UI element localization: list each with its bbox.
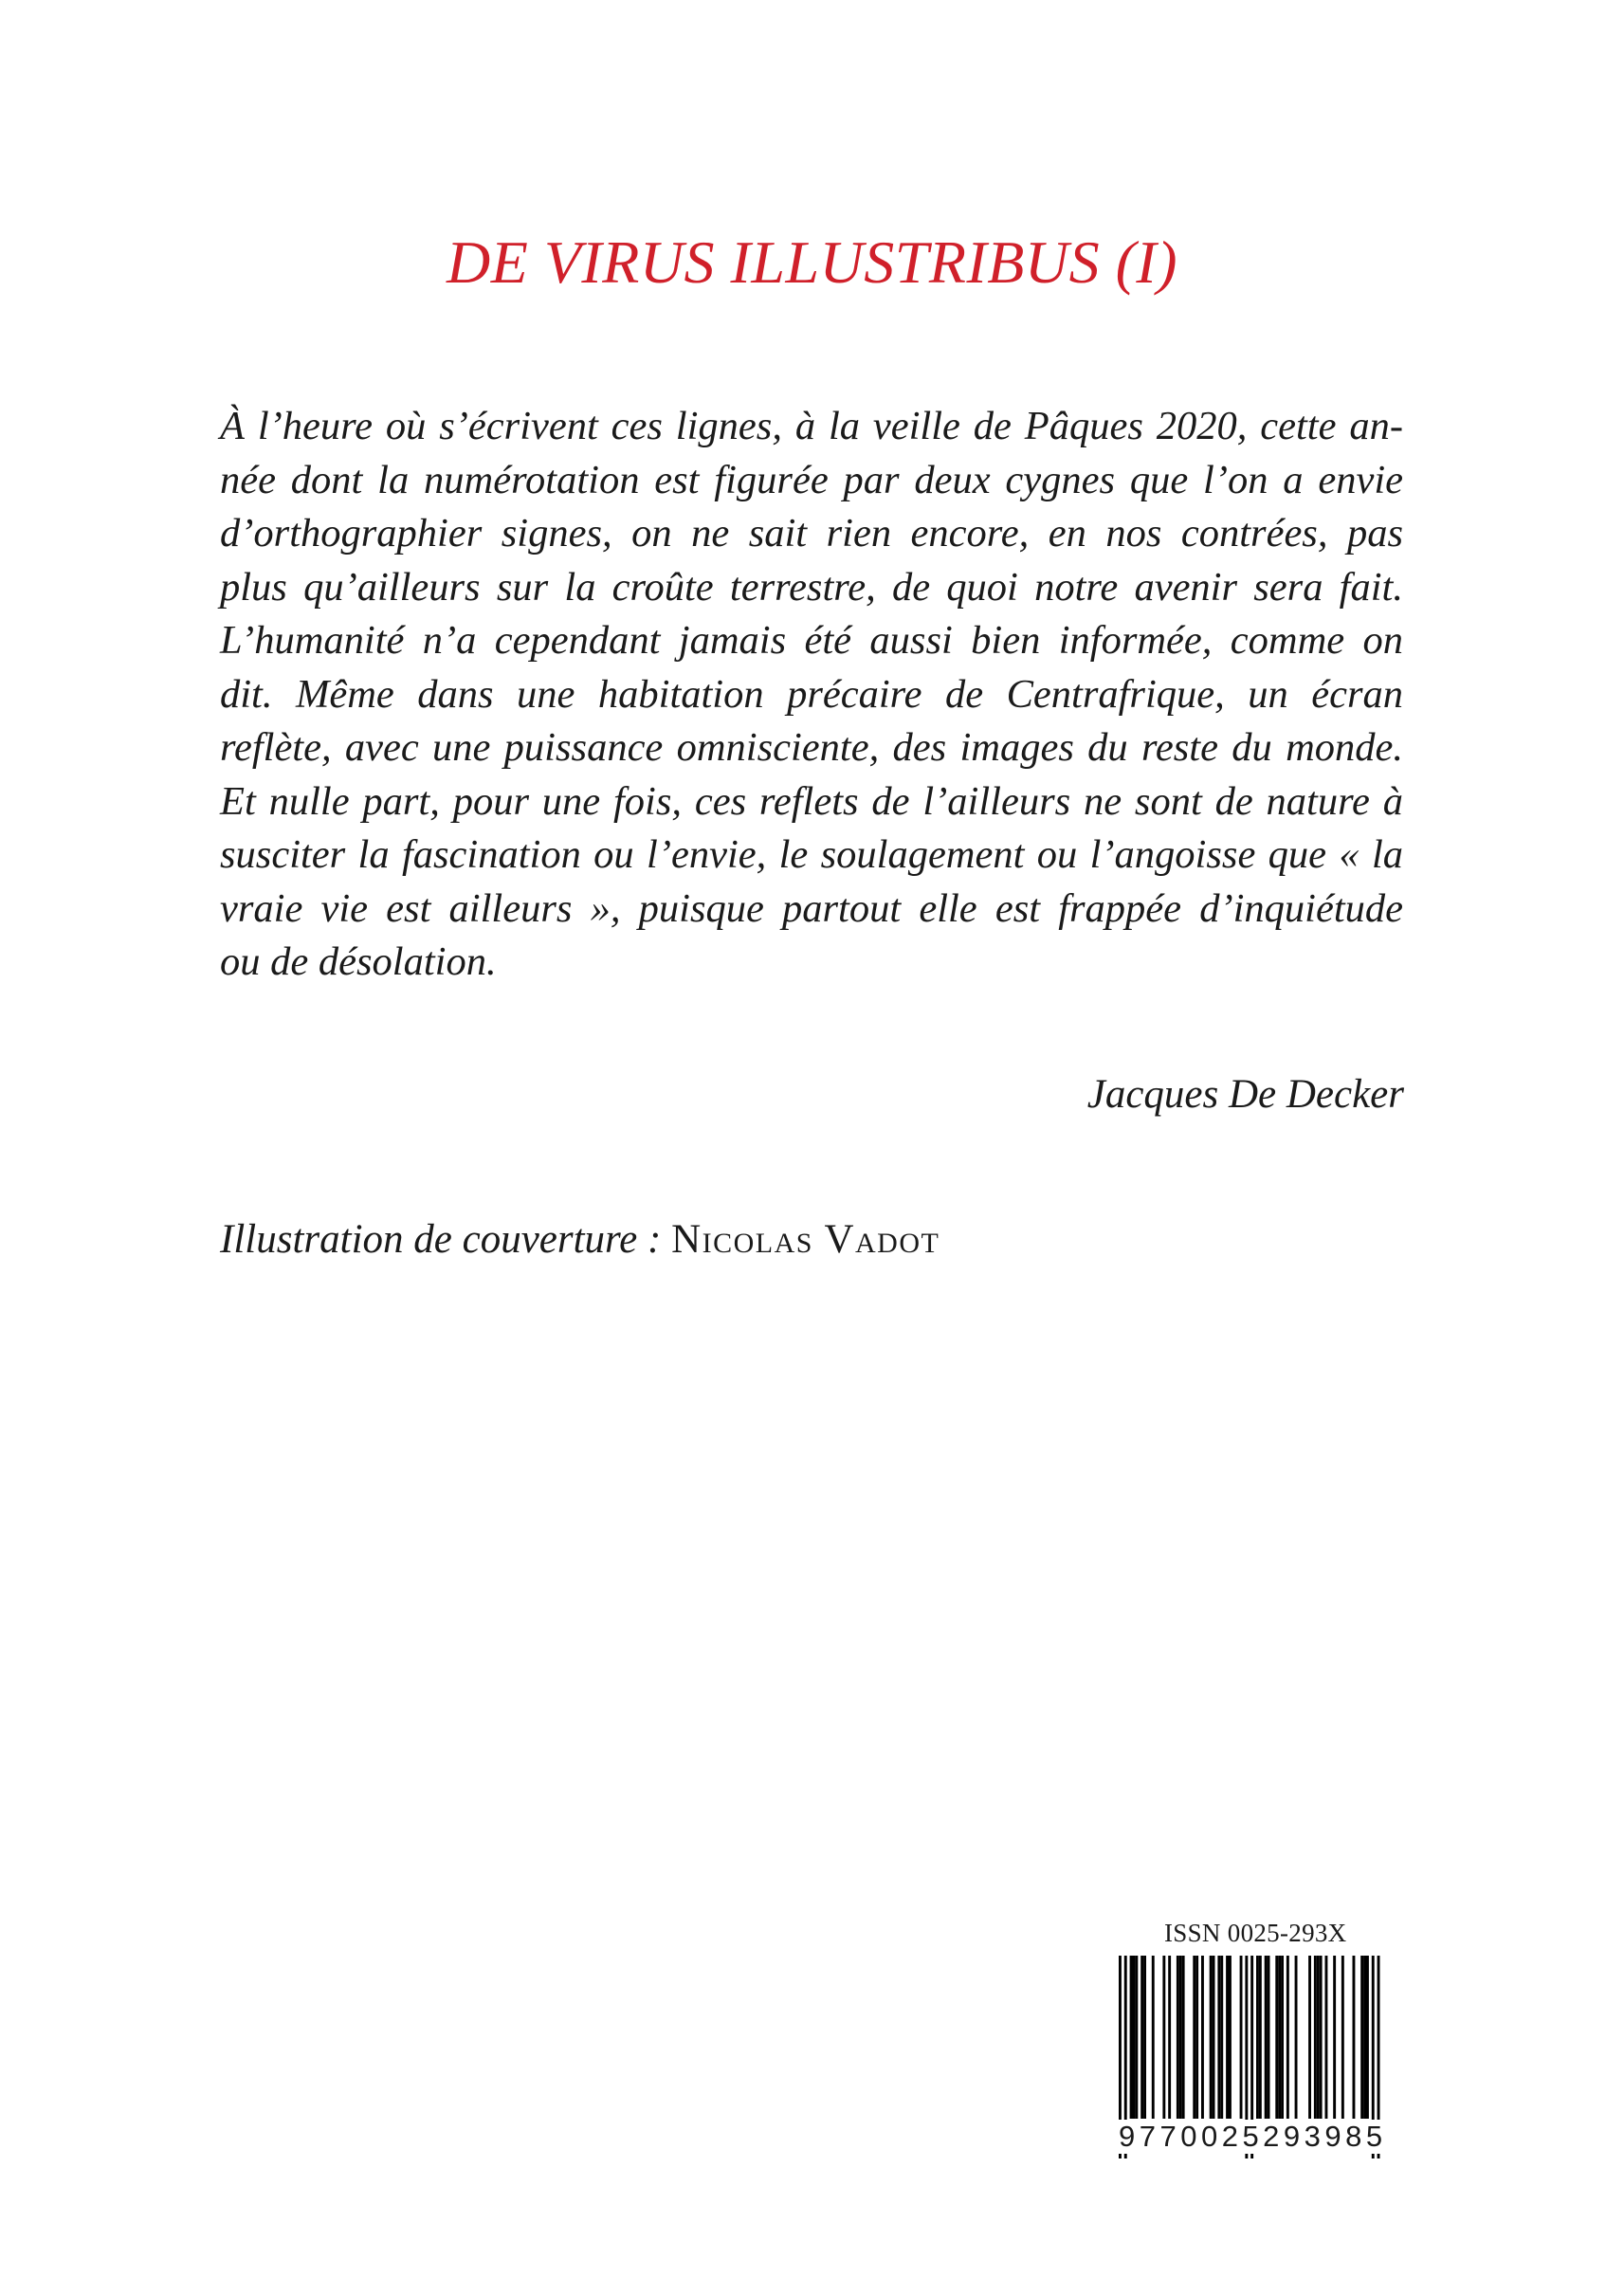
barcode-bar <box>1201 1956 1204 2119</box>
barcode-bar <box>1162 1956 1165 2119</box>
barcode-bar <box>1229 1956 1232 2119</box>
barcode-bar <box>1195 1956 1198 2119</box>
barcode-bar <box>1317 1956 1320 2119</box>
barcode-bar <box>1193 1956 1195 2119</box>
blurb-line: d’orthographier signes, on ne sait rien encore, en nos contrées, pas <box>220 511 1403 556</box>
barcode-bar <box>1210 1956 1213 2119</box>
illustrator-name: Nicolas Vadot <box>671 1217 940 1262</box>
barcode-bar <box>1275 1956 1278 2119</box>
barcode-bar <box>1353 1956 1356 2119</box>
blurb-line: Et nulle part, pour une fois, ces reflets de l’ailleurs ne sont de nature à <box>220 778 1403 824</box>
illustration-credit <box>220 1216 940 1263</box>
blurb-text <box>220 400 1403 990</box>
barcode-bar <box>1240 1956 1243 2119</box>
barcode-bar <box>1152 1956 1155 2119</box>
barcode-bar <box>1213 1956 1215 2119</box>
blurb-line: L’humanité n’a cependant jamais été aussi bien informée, comme on <box>220 618 1403 663</box>
barcode-bar <box>1333 1956 1336 2119</box>
blurb-line: susciter la fascination ou l’envie, le soulagement ou l’angoisse que « la <box>220 832 1403 877</box>
barcode-bar <box>1182 1956 1185 2119</box>
barcode-bar <box>1226 1956 1229 2119</box>
blurb-line: dit. Même dans une habitation précaire de Centrafrique, un écran <box>220 671 1403 717</box>
barcode-bar <box>1168 1956 1171 2119</box>
book-title: DE VIRUS ILLUSTRIBUS (I) <box>447 228 1177 296</box>
barcode-bar <box>1140 1956 1143 2119</box>
barcode-bar <box>1366 1956 1369 2119</box>
barcode-bar <box>1278 1956 1281 2119</box>
blurb-line: reflète, avec une puissance omnisciente, des images du reste du monde. <box>220 725 1403 770</box>
barcode-bar <box>1286 1956 1289 2119</box>
blurb-line: née dont la numérotation est figurée par deux cygnes que l’on a envie <box>220 457 1403 502</box>
barcode-bar <box>1220 1956 1223 2119</box>
barcode-bar <box>1295 1956 1298 2119</box>
illustration-credit-label: Illustration de couverture : <box>220 1217 662 1262</box>
blurb-line: plus qu’ailleurs sur la croûte terrestre, de quoi notre avenir sera fait. <box>220 564 1403 610</box>
barcode-bar <box>1320 1956 1323 2119</box>
blurb-line: À l’heure où s’écrivent ces lignes, à la veille de Pâques 2020, cette an- <box>220 404 1403 448</box>
barcode-bar <box>1259 1956 1262 2119</box>
barcode-bar <box>1360 1956 1363 2119</box>
barcode-bar <box>1314 1956 1317 2119</box>
barcode-bar <box>1133 1956 1136 2119</box>
barcode-bar <box>1143 1956 1146 2119</box>
blurb-line: vraie vie est ailleurs », puisque partout elle est frappée d’inquiétude <box>220 885 1403 931</box>
barcode-bar <box>1265 1956 1268 2119</box>
barcode-bar <box>1325 1956 1328 2119</box>
barcode-bar <box>1179 1956 1182 2119</box>
barcode-bar <box>1217 1956 1220 2119</box>
barcode-digits: 9770025293985 <box>1119 2120 1394 2154</box>
barcode-bar <box>1363 1956 1366 2119</box>
issn-label: ISSN 0025-293X <box>1164 1919 1347 1947</box>
blurb-line: ou de désolation. <box>220 939 497 984</box>
barcode-bar <box>1308 1956 1311 2119</box>
barcode-bar <box>1256 1956 1259 2119</box>
author-signature: Jacques De Decker <box>1086 1072 1404 1117</box>
barcode-bar <box>1281 1956 1284 2119</box>
barcode-bar <box>1341 1956 1344 2119</box>
barcode-bar <box>1268 1956 1270 2119</box>
barcode-bar <box>1135 1956 1138 2119</box>
barcode-bar <box>1130 1956 1133 2119</box>
barcode-bar <box>1177 1956 1179 2119</box>
